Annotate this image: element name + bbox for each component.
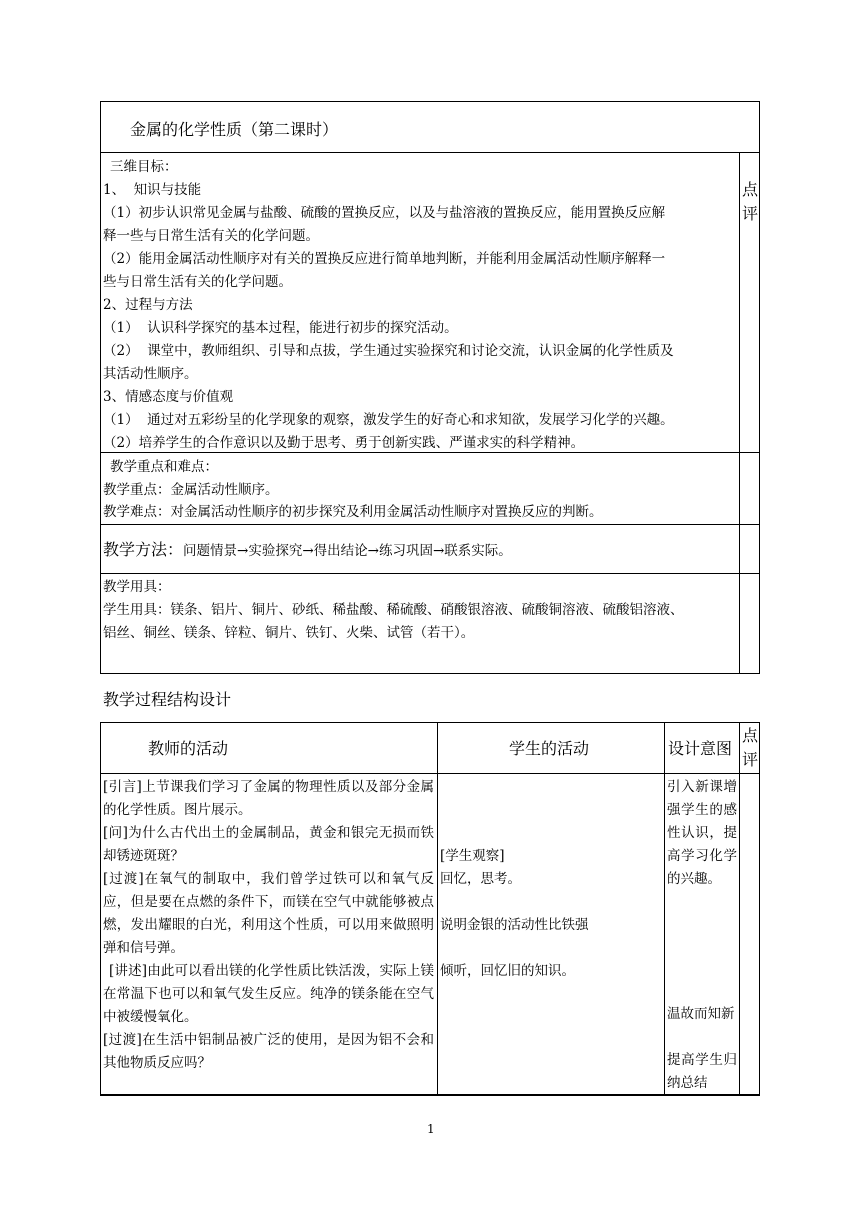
- intent-c: 提高学生归纳总结: [667, 1052, 737, 1091]
- column-divider-intent: [739, 722, 740, 1095]
- student-recall: 回忆，思考。: [440, 871, 521, 887]
- teacher-paragraph-transition-1: [过渡]在氧气的制取中，我们曾学过铁可以和氧气反应，但是要在点燃的条件下，而镁在空气中就能够被点燃，发出耀眼的白光，利用这个性质，可以用来做照明弹和信号弹。: [103, 871, 434, 956]
- objective-2-line-2: （2） 课堂中，教师组织、引导和点拔，学生通过实验探究和讨论交流，认识金属的化学性质及: [103, 343, 674, 359]
- header-comment-char-2: 评: [742, 750, 759, 769]
- lower-table-top-border: [100, 722, 760, 723]
- keypoints-focus: 教学重点：金属活动性顺序。: [103, 482, 279, 498]
- column-divider-teacher: [437, 722, 438, 1095]
- objective-1-line-4: 些与日常生活有关的化学问题。: [103, 274, 292, 290]
- teaching-method-label: 教学方法：: [103, 540, 184, 559]
- header-student-activity: 学生的活动: [509, 739, 590, 758]
- objective-1-line-3: （2）能用金属活动性顺序对有关的置换反应进行简单地判断，并能利用金属活动性顺序解释一: [103, 251, 666, 267]
- objective-2-line-3: 其活动性顺序。: [103, 366, 198, 382]
- teacher-paragraph-question: [问]为什么古代出土的金属制品，黄金和银完无损而铁却锈迹斑斑？: [103, 825, 434, 864]
- side-comment-char-2: 评: [742, 204, 759, 223]
- teaching-method: [103, 538, 512, 563]
- upper-table-right-border: [759, 101, 760, 673]
- page-number: 1: [427, 1122, 435, 1136]
- intent-b: 温故而知新: [667, 1006, 735, 1022]
- objective-2-line-1: （1） 认识科学探究的基本过程，能进行初步的探究活动。: [103, 320, 458, 336]
- upper-table-top-border: [100, 101, 760, 102]
- student-listen: 倾听，回忆旧的知识。: [440, 963, 575, 979]
- header-design-intent: 设计意图: [668, 739, 733, 758]
- student-observe: [学生观察]: [440, 848, 505, 864]
- objective-3-line-1: （1） 通过对五彩纷呈的化学现象的观察，激发学生的好奇心和求知欲，发展学习化学的兴趣。: [103, 412, 674, 428]
- row-divider-method: [100, 573, 760, 574]
- header-comment-char-1: 点: [742, 726, 759, 745]
- objective-3-title: 3、情感态度与价值观: [103, 389, 234, 405]
- header-teacher-activity: 教师的活动: [148, 739, 229, 758]
- objective-1-line-1: （1）初步认识常见金属与盐酸、硫酸的置换反应，以及与盐溶液的置换反应，能用置换反应解: [103, 205, 666, 221]
- objective-1-title: 1、 知识与技能: [103, 182, 202, 198]
- objective-3-line-2: （2）培养学生的合作意识以及勤于思考、勇于创新实践、严谨求实的科学精神。: [103, 435, 585, 451]
- student-compare: 说明金银的活动性比铁强: [440, 917, 589, 933]
- teacher-paragraph-transition-2: [过渡]在生活中铝制品被广泛的使用，是因为铝不会和其他物质反应吗？: [103, 1032, 434, 1071]
- teaching-method-text: 问题情景→实验探究→得出结论→练习巩固→联系实际。: [183, 543, 512, 559]
- tools-line-1: 学生用具：镁条、铝片、铜片、砂纸、稀盐酸、稀硫酸、硝酸银溶液、硫酸铜溶液、硫酸铝溶液、: [103, 602, 684, 618]
- upper-table-comment-divider: [739, 152, 740, 673]
- lower-table-bottom-border: [100, 1094, 760, 1096]
- keypoints-difficulty: 教学难点：对金属活动性顺序的初步探究及利用金属活动性顺序对置换反应的判断。: [103, 504, 603, 520]
- process-title: 教学过程结构设计: [103, 690, 232, 709]
- objective-2-title: 2、过程与方法: [103, 297, 193, 313]
- teacher-activity-cell: [103, 776, 434, 1075]
- side-comment-char-1: 点: [742, 180, 759, 199]
- row-divider-keypoints: [100, 524, 760, 525]
- tools-heading: 教学用具：: [103, 579, 171, 595]
- teacher-paragraph-lecture: [讲述]由此可以看出镁的化学性质比铁活泼，实际上镁在常温下也可以和氧气发生反应。纯净的镁条能在空气中被缓慢氧化。: [103, 963, 434, 1025]
- page-title: 金属的化学性质（第二课时）: [130, 120, 339, 139]
- lower-table-left-border: [100, 722, 101, 1096]
- column-divider-student: [664, 722, 665, 1095]
- upper-table-left-border: [100, 101, 101, 673]
- intent-a: 引入新课增强学生的感性认识，提高学习化学的兴趣。: [667, 779, 737, 887]
- keypoints-heading: 教学重点和难点：: [110, 459, 218, 475]
- objectives-heading: 三维目标：: [110, 159, 178, 175]
- tools-line-2: 铝丝、铜丝、镁条、锌粒、铜片、铁钉、火柴、试管（若干）。: [103, 625, 475, 641]
- row-divider-title: [100, 152, 760, 153]
- teacher-paragraph-intro: [引言]上节课我们学习了金属的物理性质以及部分金属的化学性质。图片展示。: [103, 779, 434, 818]
- lower-table-header-divider: [100, 773, 760, 774]
- objective-1-line-2: 释一些与日常生活有关的化学问题。: [103, 228, 319, 244]
- row-divider-tools: [100, 673, 760, 674]
- lower-table-right-border: [759, 722, 760, 1096]
